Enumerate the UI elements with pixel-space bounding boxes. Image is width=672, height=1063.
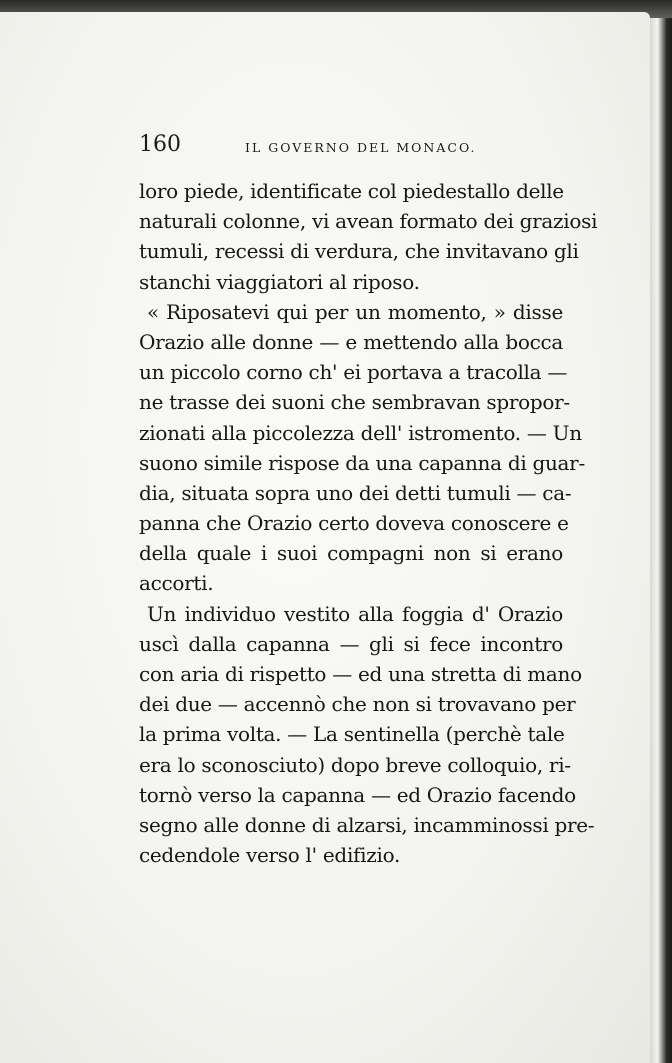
text-line: ne trasse dei suoni che sembravan spropor- <box>139 390 570 415</box>
text-line: con aria di rispetto — ed una stretta di mano <box>139 662 582 686</box>
text-line: uscì dalla capanna — gli si fece incontro <box>139 631 563 656</box>
text-line: stanchi viaggiatori al riposo. <box>139 269 420 294</box>
text-line: accorti. <box>139 571 214 596</box>
text-line: la prima volta. — La sentinella (perchè tale <box>139 722 565 747</box>
text-line: Orazio alle donne — e mettendo alla bocca <box>139 329 563 354</box>
text-line: « Riposatevi qui per un momento, » disse <box>147 299 563 324</box>
text-line: panna che Orazio certo doveva conoscere e <box>139 511 569 536</box>
page-header <box>139 132 559 162</box>
text-line: naturali colonne, vi avean formato dei graziosi <box>139 209 598 234</box>
text-line: loro piede, identificate col piedestallo delle <box>139 179 564 203</box>
text-line: tornò verso la capanna — ed Orazio facendo <box>139 782 576 807</box>
scan-right-edge <box>650 18 672 1063</box>
text-line: suono simile rispose da una capanna di guar- <box>139 450 585 475</box>
text-line: Un individuo vestito alla foggia d' Orazio <box>147 601 563 626</box>
text-line: dei due — accennò che non si trovavano per <box>139 692 576 717</box>
page-number: 160 <box>139 132 181 157</box>
text-line: dia, situata sopra uno dei detti tumuli — ca- <box>139 480 572 505</box>
text-line: era lo sconosciuto) dopo breve colloquio, ri- <box>139 752 571 777</box>
text-line: della quale i suoi compagni non si erano <box>139 541 563 566</box>
body-text <box>139 176 598 870</box>
text-line: segno alle donne di alzarsi, incamminossi pre- <box>139 812 595 837</box>
text-line: tumuli, recessi di verdura, che invitavano gli <box>139 239 579 264</box>
text-line: zionati alla piccolezza dell' istromento. — Un <box>139 420 582 445</box>
text-line: un piccolo corno ch' ei portava a tracolla — <box>139 360 568 385</box>
text-line: cedendole verso l' edifizio. <box>139 843 401 868</box>
running-head: IL GOVERNO DEL MONACO. <box>245 140 477 155</box>
